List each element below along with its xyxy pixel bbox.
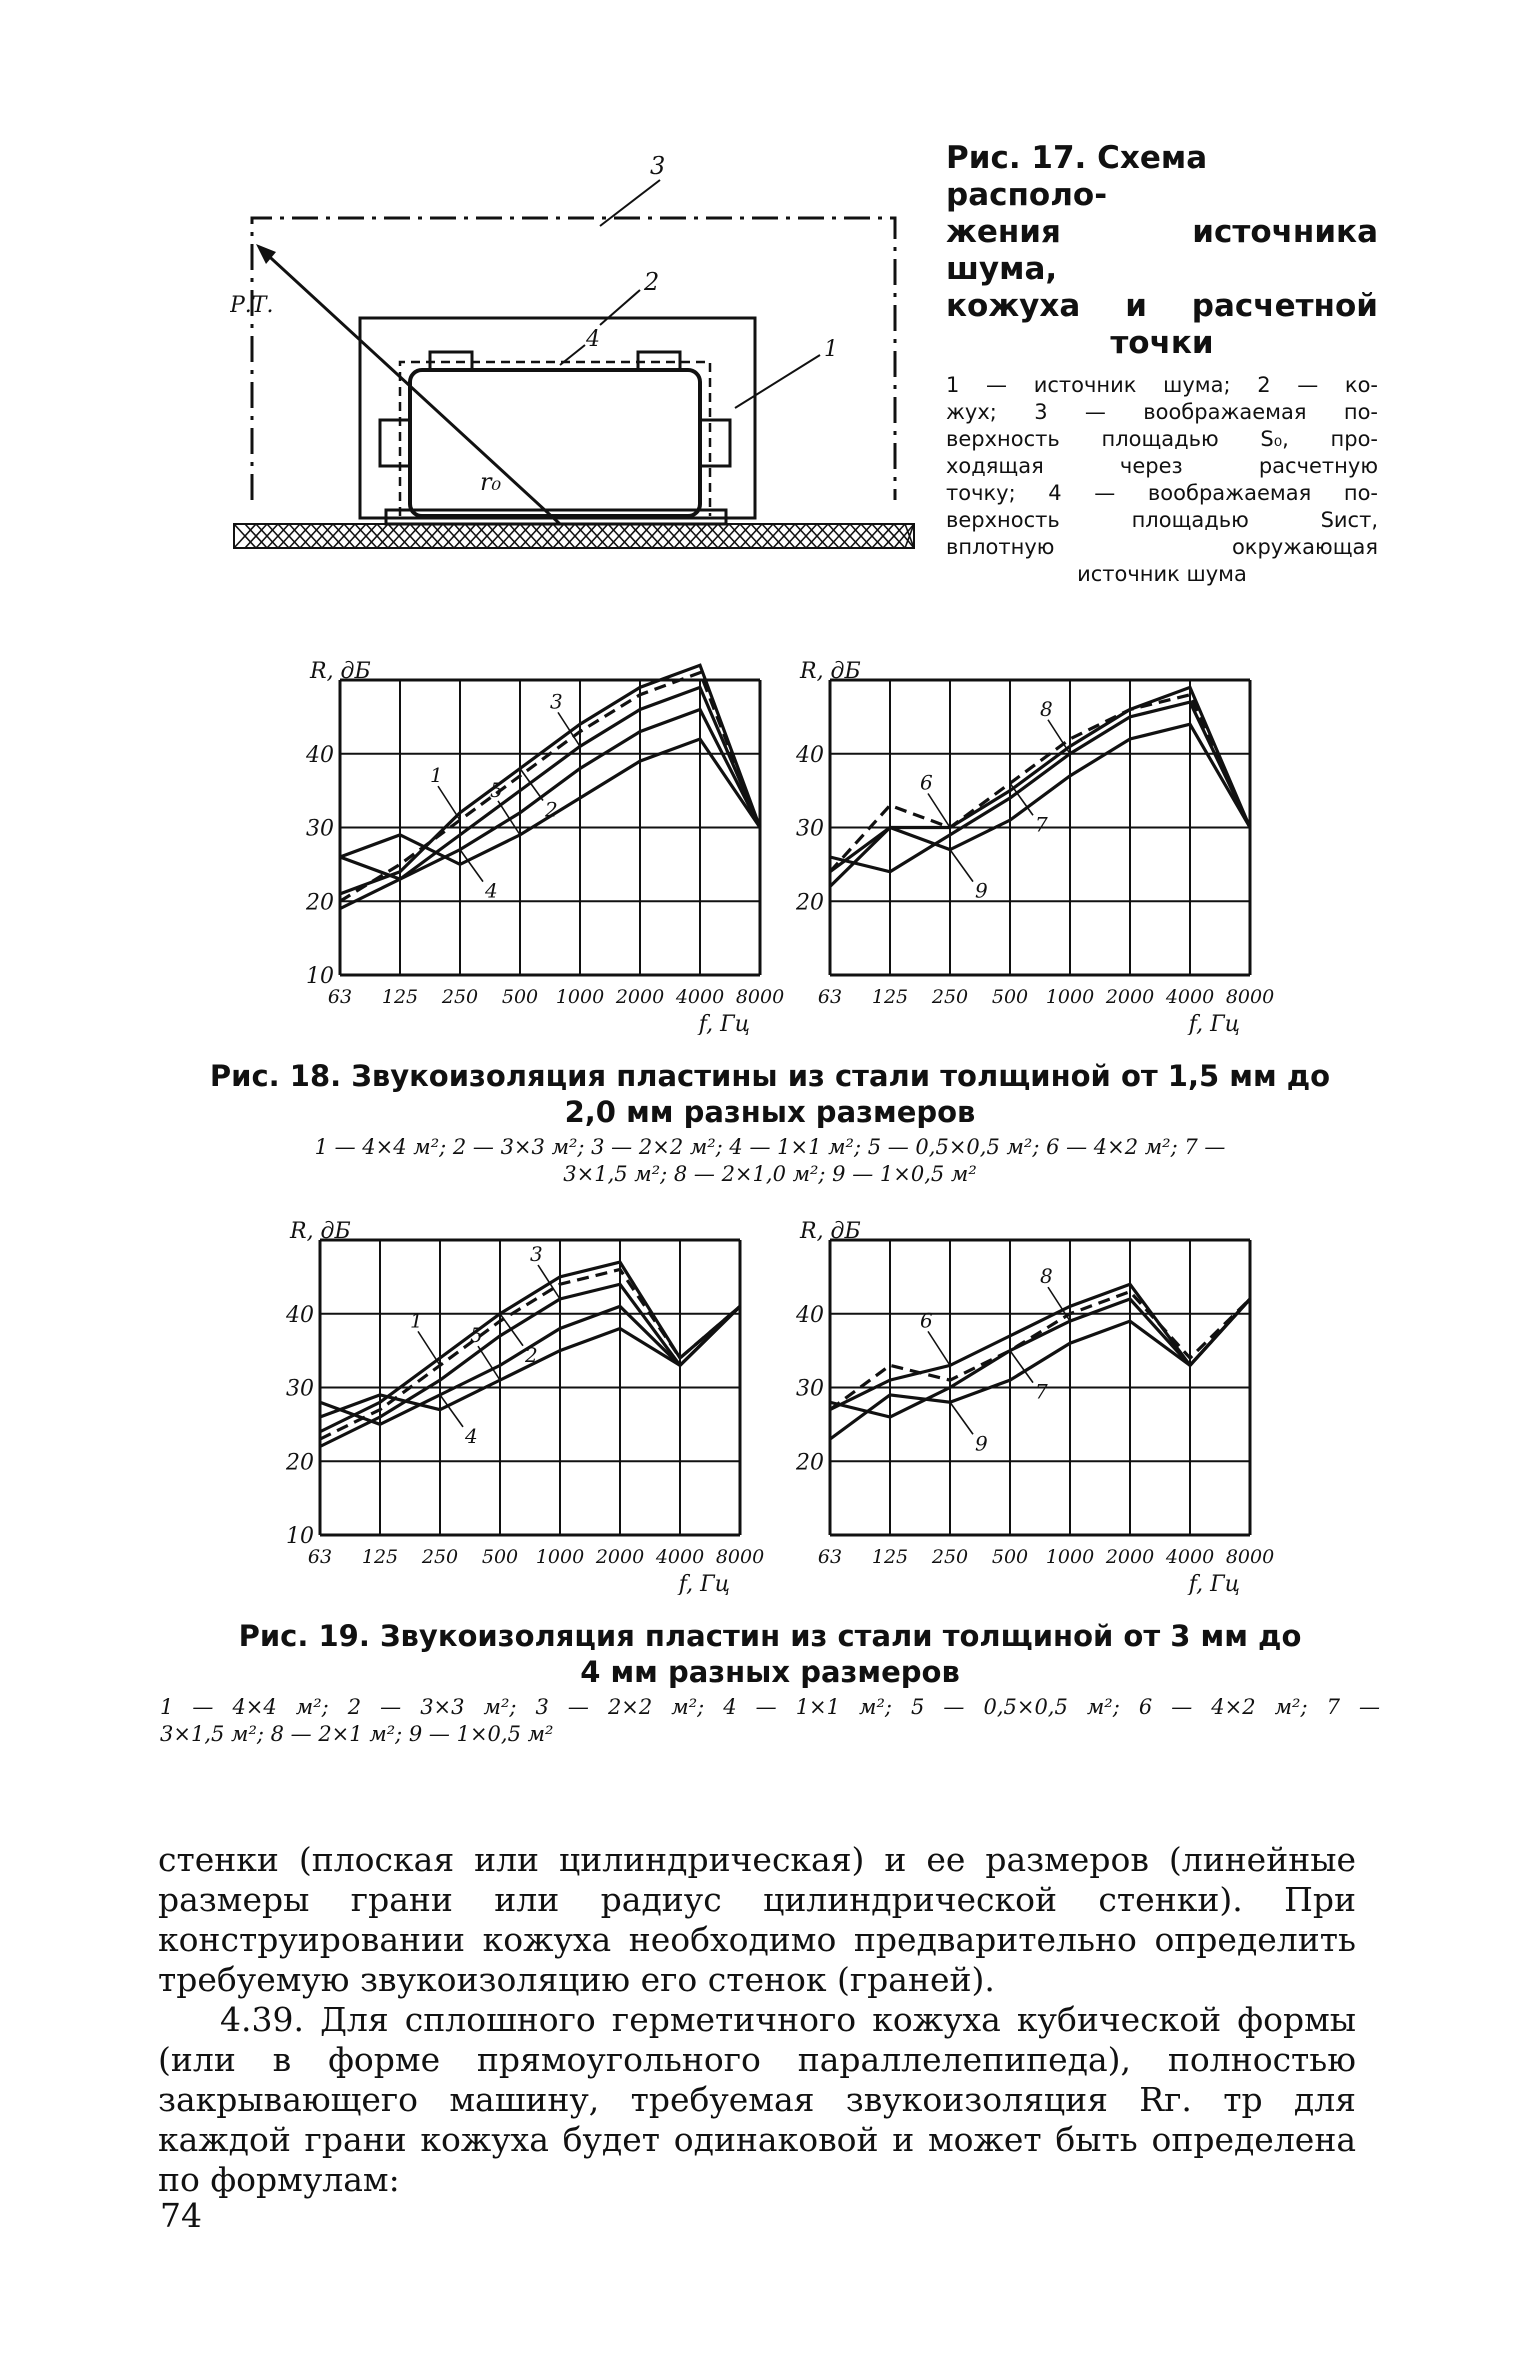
fig19-title-line: Рис. 19. Звукоизоляция пластин из стали толщиной от 3 мм до bbox=[238, 1619, 1302, 1653]
series-leader-line bbox=[520, 769, 543, 801]
x-tick-label: 1000 bbox=[1045, 1546, 1095, 1568]
x-tick-label: 8000 bbox=[735, 986, 785, 1008]
series-label-3: 3 bbox=[530, 1242, 543, 1266]
series-label-6: 6 bbox=[920, 770, 933, 795]
series-leader-line bbox=[558, 712, 580, 746]
series-leader-line bbox=[928, 1331, 950, 1365]
series-line-8 bbox=[830, 702, 1250, 872]
x-axis-label: f, Гц bbox=[1188, 1012, 1240, 1035]
y-axis-label: R, дБ bbox=[800, 659, 861, 684]
fig18-title-line: 2,0 мм разных размеров bbox=[564, 1095, 976, 1129]
fig17-caption bbox=[946, 140, 1378, 588]
label-2: 2 bbox=[644, 268, 660, 296]
x-tick-label: 63 bbox=[307, 1546, 333, 1568]
series-label-7: 7 bbox=[1035, 812, 1048, 837]
page-number: 74 bbox=[160, 2196, 202, 2235]
x-tick-label: 8000 bbox=[1225, 1546, 1275, 1568]
x-axis-label: f, Гц bbox=[678, 1572, 730, 1595]
x-tick-label: 500 bbox=[991, 1546, 1029, 1568]
label-1: 1 bbox=[824, 337, 838, 362]
x-tick-label: 63 bbox=[327, 986, 353, 1008]
imaginary-surface-3 bbox=[252, 218, 895, 500]
y-tick-label: 30 bbox=[796, 816, 824, 842]
x-tick-label: 2000 bbox=[595, 1546, 645, 1568]
label-r: r₀ bbox=[480, 468, 502, 496]
x-tick-label: 4000 bbox=[655, 1546, 705, 1568]
fig17-diagram bbox=[230, 140, 930, 610]
fig17-title-line: точки bbox=[1110, 325, 1214, 361]
x-tick-label: 2000 bbox=[1105, 1546, 1155, 1568]
y-axis-label: R, дБ bbox=[800, 1219, 861, 1244]
x-tick-label: 250 bbox=[931, 1546, 969, 1568]
fig17-legend-line: вплотную окружающая bbox=[946, 535, 1378, 559]
y-tick-label: 20 bbox=[286, 1450, 314, 1476]
series-label-3: 3 bbox=[550, 689, 563, 714]
fig19-title-line: 4 мм разных размеров bbox=[580, 1655, 960, 1689]
body-paragraph: 4.39. Для сплошного герметичного кожуха кубической формы (или в форме прямоугольного параллелепипеда), полностью закрывающего машину, требуемая звукоизоляция Rг. тр для каждой грани кожуха будет одинаковой и может быть определена по формулам: bbox=[158, 2000, 1356, 2199]
x-tick-label: 250 bbox=[931, 986, 969, 1008]
x-tick-label: 4000 bbox=[1165, 1546, 1215, 1568]
x-tick-label: 500 bbox=[481, 1546, 519, 1568]
y-tick-label: 40 bbox=[796, 742, 824, 768]
x-tick-label: 2000 bbox=[1105, 986, 1155, 1008]
series-leader-line bbox=[498, 801, 520, 835]
series-label-9: 9 bbox=[975, 1431, 988, 1456]
fig17-legend-line: верхность площадью Sист, bbox=[946, 508, 1378, 532]
series-leader-line bbox=[538, 1265, 560, 1299]
series-label-8: 8 bbox=[1040, 696, 1053, 721]
x-axis-label: f, Гц bbox=[698, 1012, 750, 1035]
body-text bbox=[158, 1840, 1356, 2200]
y-axis-label: R, дБ bbox=[290, 1219, 351, 1244]
y-tick-label: 30 bbox=[286, 1376, 314, 1402]
series-line-4 bbox=[340, 710, 760, 880]
label-rt: Р.Т. bbox=[230, 293, 274, 318]
x-tick-label: 1000 bbox=[1045, 986, 1095, 1008]
series-label-5: 5 bbox=[490, 777, 503, 802]
casing-2 bbox=[360, 318, 755, 518]
x-axis-label: f, Гц bbox=[1188, 1572, 1240, 1595]
fig19-legend-line: 1 — 4×4 м²; 2 — 3×3 м²; 3 — 2×2 м²; 4 — 1×1 м²; 5 — 0,5×0,5 м²; 6 — 4×2 м²; 7 — bbox=[160, 1695, 1380, 1719]
series-label-1: 1 bbox=[430, 763, 443, 788]
x-tick-label: 250 bbox=[441, 986, 479, 1008]
fig19-chart-left bbox=[250, 1215, 770, 1595]
fig17-legend-line: верхность площадью S₀, про- bbox=[946, 427, 1378, 451]
x-tick-label: 8000 bbox=[1225, 986, 1275, 1008]
fig17-title-line: жения источника шума, bbox=[946, 214, 1378, 287]
x-tick-label: 63 bbox=[817, 1546, 843, 1568]
series-leader-line bbox=[950, 850, 973, 882]
series-label-2: 2 bbox=[525, 1342, 538, 1367]
x-tick-label: 125 bbox=[871, 986, 909, 1008]
series-line-9 bbox=[830, 724, 1250, 886]
y-tick-label: 10 bbox=[306, 964, 334, 989]
label-4: 4 bbox=[586, 327, 600, 352]
x-tick-label: 1000 bbox=[555, 986, 605, 1008]
fig18-chart-right bbox=[760, 655, 1280, 1035]
x-tick-label: 125 bbox=[381, 986, 419, 1008]
ground-hatch bbox=[234, 524, 914, 548]
fig17-legend-line: ходящая через расчетную bbox=[946, 454, 1378, 478]
y-tick-label: 20 bbox=[306, 890, 334, 916]
series-label-5: 5 bbox=[470, 1323, 483, 1348]
y-tick-label: 20 bbox=[796, 1450, 824, 1476]
fig19-chart-right bbox=[760, 1215, 1280, 1595]
x-tick-label: 500 bbox=[991, 986, 1029, 1008]
x-tick-label: 1000 bbox=[535, 1546, 585, 1568]
series-label-7: 7 bbox=[1035, 1379, 1048, 1404]
fig18-title-line: Рис. 18. Звукоизоляция пластины из стали толщиной от 1,5 мм до bbox=[209, 1059, 1331, 1093]
fig19-caption bbox=[160, 1618, 1380, 1748]
y-axis-label: R, дБ bbox=[310, 659, 371, 684]
x-tick-label: 125 bbox=[361, 1546, 399, 1568]
series-leader-line bbox=[950, 1402, 973, 1434]
series-label-8: 8 bbox=[1040, 1264, 1053, 1289]
noise-source-1 bbox=[380, 352, 730, 524]
fig17-title-line: Рис. 17. Схема располо- bbox=[946, 140, 1208, 213]
fig17-legend-line: жух; 3 — воображаемая по- bbox=[946, 400, 1378, 424]
x-tick-label: 125 bbox=[871, 1546, 909, 1568]
fig18-legend-line: 3×1,5 м²; 8 — 2×1,0 м²; 9 — 1×0,5 м² bbox=[563, 1162, 977, 1186]
x-tick-label: 4000 bbox=[1165, 986, 1215, 1008]
y-tick-label: 30 bbox=[796, 1376, 824, 1402]
fig19-legend-line: 3×1,5 м²; 8 — 2×1 м²; 9 — 1×0,5 м² bbox=[160, 1722, 554, 1746]
x-tick-label: 2000 bbox=[615, 986, 665, 1008]
y-tick-label: 30 bbox=[306, 816, 334, 842]
x-tick-label: 8000 bbox=[715, 1546, 765, 1568]
series-label-1: 1 bbox=[410, 1308, 423, 1333]
y-tick-label: 40 bbox=[286, 1302, 314, 1328]
y-tick-label: 20 bbox=[796, 890, 824, 916]
x-tick-label: 500 bbox=[501, 986, 539, 1008]
fig17-legend-line: источник шума bbox=[1077, 562, 1247, 586]
y-tick-label: 40 bbox=[306, 742, 334, 768]
imaginary-surface-4 bbox=[400, 362, 710, 516]
fig18-chart-left bbox=[270, 655, 790, 1035]
y-tick-label: 40 bbox=[796, 1302, 824, 1328]
series-label-4: 4 bbox=[485, 878, 498, 903]
series-label-9: 9 bbox=[975, 878, 988, 903]
series-label-6: 6 bbox=[920, 1308, 933, 1333]
fig17-legend-line: 1 — источник шума; 2 — ко- bbox=[946, 373, 1378, 397]
x-tick-label: 63 bbox=[817, 986, 843, 1008]
fig18-legend-line: 1 — 4×4 м²; 2 — 3×3 м²; 3 — 2×2 м²; 4 — 1×1 м²; 5 — 0,5×0,5 м²; 6 — 4×2 м²; 7 — bbox=[314, 1135, 1226, 1159]
body-paragraph: стенки (плоская или цилиндрическая) и ее размеров (линейные размеры грани или радиус цилиндрической стенки). При конструировании кожуха необходимо предварительно определить требуемую звукоизоляцию его стенок (граней). bbox=[158, 1840, 1356, 1999]
fig17-title-line: кожуха и расчетной bbox=[946, 288, 1378, 324]
label-3: 3 bbox=[650, 152, 666, 180]
series-line-7 bbox=[830, 695, 1250, 872]
series-label-4: 4 bbox=[465, 1423, 478, 1448]
x-tick-label: 4000 bbox=[675, 986, 725, 1008]
fig18-caption bbox=[160, 1058, 1380, 1188]
x-tick-label: 250 bbox=[421, 1546, 459, 1568]
fig17-legend-line: точку; 4 — воображаемая по- bbox=[946, 481, 1378, 505]
series-label-2: 2 bbox=[545, 797, 558, 822]
y-tick-label: 10 bbox=[286, 1524, 314, 1549]
